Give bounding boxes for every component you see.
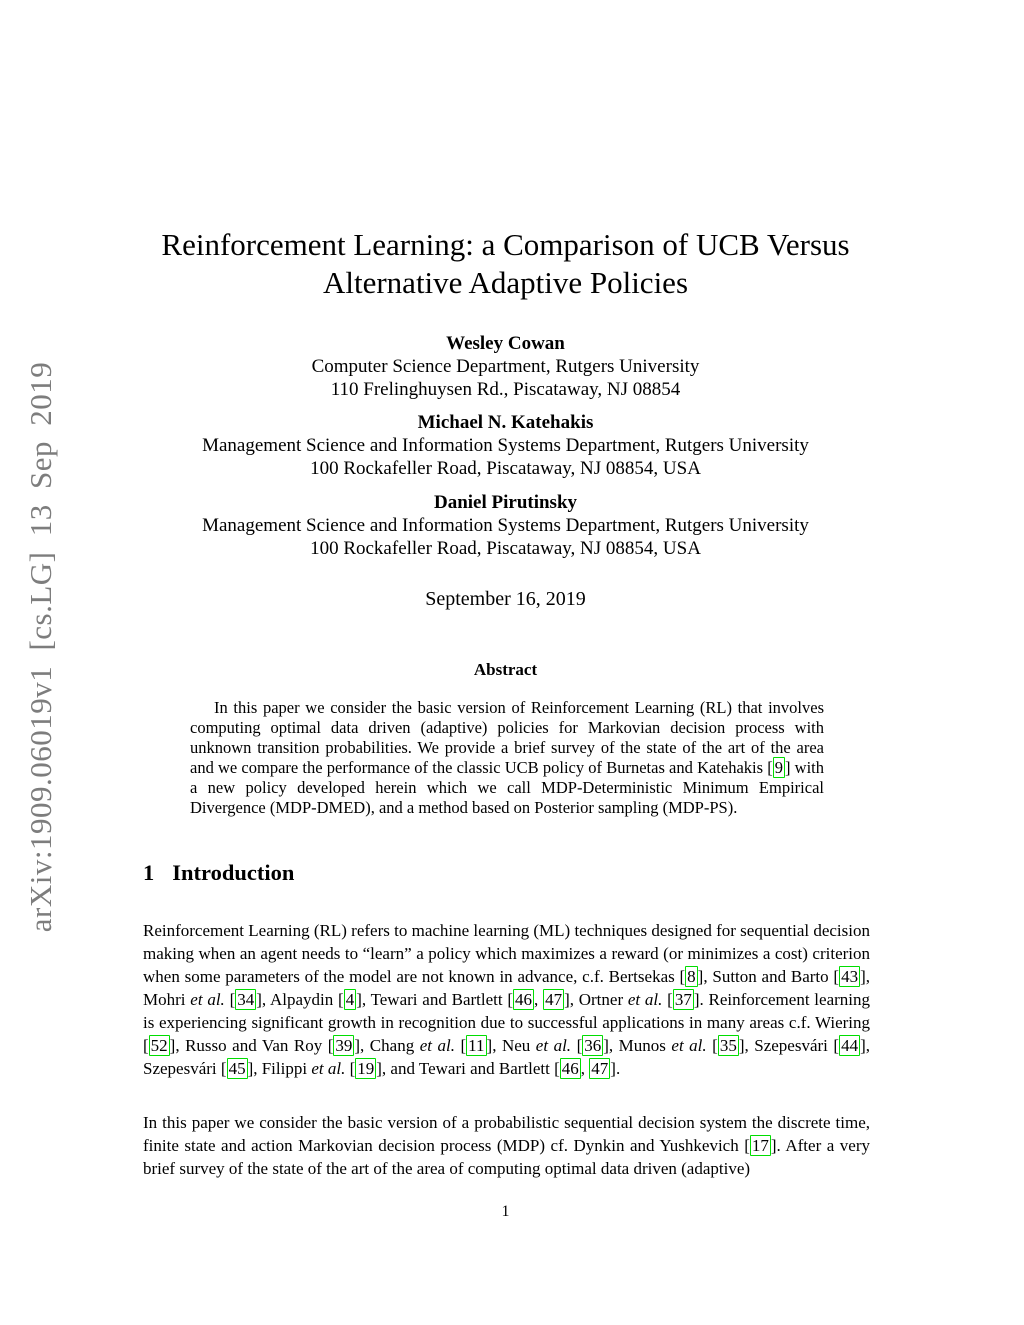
author-name: Michael N. Katehakis xyxy=(417,412,594,433)
author-block-2 xyxy=(0,411,1011,480)
italic-text: et al. xyxy=(671,1036,707,1055)
paper-title xyxy=(0,226,1011,302)
citation-link[interactable]: 47 xyxy=(545,990,563,1009)
author-affiliation: Management Science and Information Systems Department, Rutgers University xyxy=(202,435,809,456)
citation-link[interactable]: 46 xyxy=(515,990,533,1009)
citation-link[interactable]: 9 xyxy=(774,758,783,777)
citation-link[interactable]: 44 xyxy=(841,1036,859,1055)
paper-title-line-1: Reinforcement Learning: a Comparison of UCB Versus xyxy=(161,227,850,262)
citation-link[interactable]: 34 xyxy=(237,990,255,1009)
abstract-heading: Abstract xyxy=(473,660,538,679)
italic-text: et al. xyxy=(311,1059,346,1078)
author-name: Daniel Pirutinsky xyxy=(433,492,578,513)
section-number: 1 xyxy=(143,860,155,885)
citation-link[interactable]: 37 xyxy=(674,990,692,1009)
author-block-3 xyxy=(0,491,1011,560)
citation-link[interactable]: 45 xyxy=(228,1059,246,1078)
citation-link[interactable]: 19 xyxy=(357,1059,375,1078)
citation-link[interactable]: 39 xyxy=(335,1036,353,1055)
paper-header xyxy=(0,226,1011,611)
author-affiliation: Management Science and Information Systems Department, Rutgers University xyxy=(202,515,809,536)
arxiv-watermark: arXiv:1909.06019v1 [cs.LG] 13 Sep 2019 xyxy=(23,361,58,933)
author-address: 110 Frelinghuysen Rd., Piscataway, NJ 08854 xyxy=(330,379,681,400)
citation-link[interactable]: 43 xyxy=(841,967,859,986)
citation-link[interactable]: 47 xyxy=(591,1059,609,1078)
author-address: 100 Rockafeller Road, Piscataway, NJ 08854, USA xyxy=(310,538,701,559)
citation-link[interactable]: 11 xyxy=(468,1036,485,1055)
introduction-paragraph-2: In this paper we consider the basic version of a probabilistic sequential decision system the discrete time, finite state and action Markovian decision process (MDP) cf. Dynkin and Yushkevich [ 17 ]. After a very brief survey of the state of the art of the area of computing optimal data driven (adaptive) xyxy=(143,1113,870,1178)
citation-link[interactable]: 8 xyxy=(687,967,696,986)
paper-date: September 16, 2019 xyxy=(425,588,586,610)
section-title: Introduction xyxy=(172,860,295,885)
introduction-paragraph-1: Reinforcement Learning (RL) refers to machine learning (ML) techniques designed for sequential decision making when an agent needs to “learn” a policy which maximizes a reward (or minimizes a cost) criterion when some parameters of the model are not known in advance, c.f. Bertsekas [ 8 ], Sutton and Barto [ 43 ], Mohri et al. [ 34 ], Alpaydin [ 4 ], Tewari and Bartlett [ 46 , 47 ], Ortner et al. [ 37 ]. Reinforcement learning is experiencing significant growth in recognition due to successful applications in many areas c.f. Wiering [ 52 ], Russo and Van Roy [ 39 ], Chang et al. [ 11 ], Neu et al. [ 36 ], Munos et al. [ 35 ], Szepesvári [ 44 ], Szepesvári [ 45 ], Filippi et al. [ 19 ], and Tewari and Bartlett [ 46 , 47 ]. xyxy=(143,921,871,1078)
citation-link[interactable]: 46 xyxy=(561,1059,579,1078)
citation-link[interactable]: 17 xyxy=(751,1136,769,1155)
italic-text: et al. xyxy=(535,1036,572,1055)
citation-link[interactable]: 52 xyxy=(150,1036,168,1055)
paper-title-line-2: Alternative Adaptive Policies xyxy=(322,265,689,300)
author-affiliation: Computer Science Department, Rutgers University xyxy=(311,356,700,377)
abstract-text: In this paper we consider the basic version of Reinforcement Learning (RL) that involves computing optimal data driven (adaptive) policies for Markovian decision process with unknown transition probabilities. We provide a brief survey of the state of the art of the area and we compare the performance of the classic UCB policy of Burnetas and Katehakis [ 9 ] with a new policy developed herein which we call MDP-Deterministic Minimum Empirical Divergence (MDP-DMED), and a method based on Posterior sampling (MDP-PS). xyxy=(190,698,824,817)
page-number: 1 xyxy=(501,1203,510,1220)
citation-link[interactable]: 4 xyxy=(345,990,355,1009)
author-name: Wesley Cowan xyxy=(446,333,565,354)
citation-link[interactable]: 35 xyxy=(719,1036,737,1055)
section-heading-introduction xyxy=(143,860,294,886)
author-block-1 xyxy=(0,332,1011,401)
italic-text: et al. xyxy=(190,990,225,1009)
citation-link[interactable]: 36 xyxy=(584,1036,602,1055)
italic-text: et al. xyxy=(419,1036,455,1055)
italic-text: et al. xyxy=(627,990,663,1009)
author-address: 100 Rockafeller Road, Piscataway, NJ 08854, USA xyxy=(310,458,701,479)
